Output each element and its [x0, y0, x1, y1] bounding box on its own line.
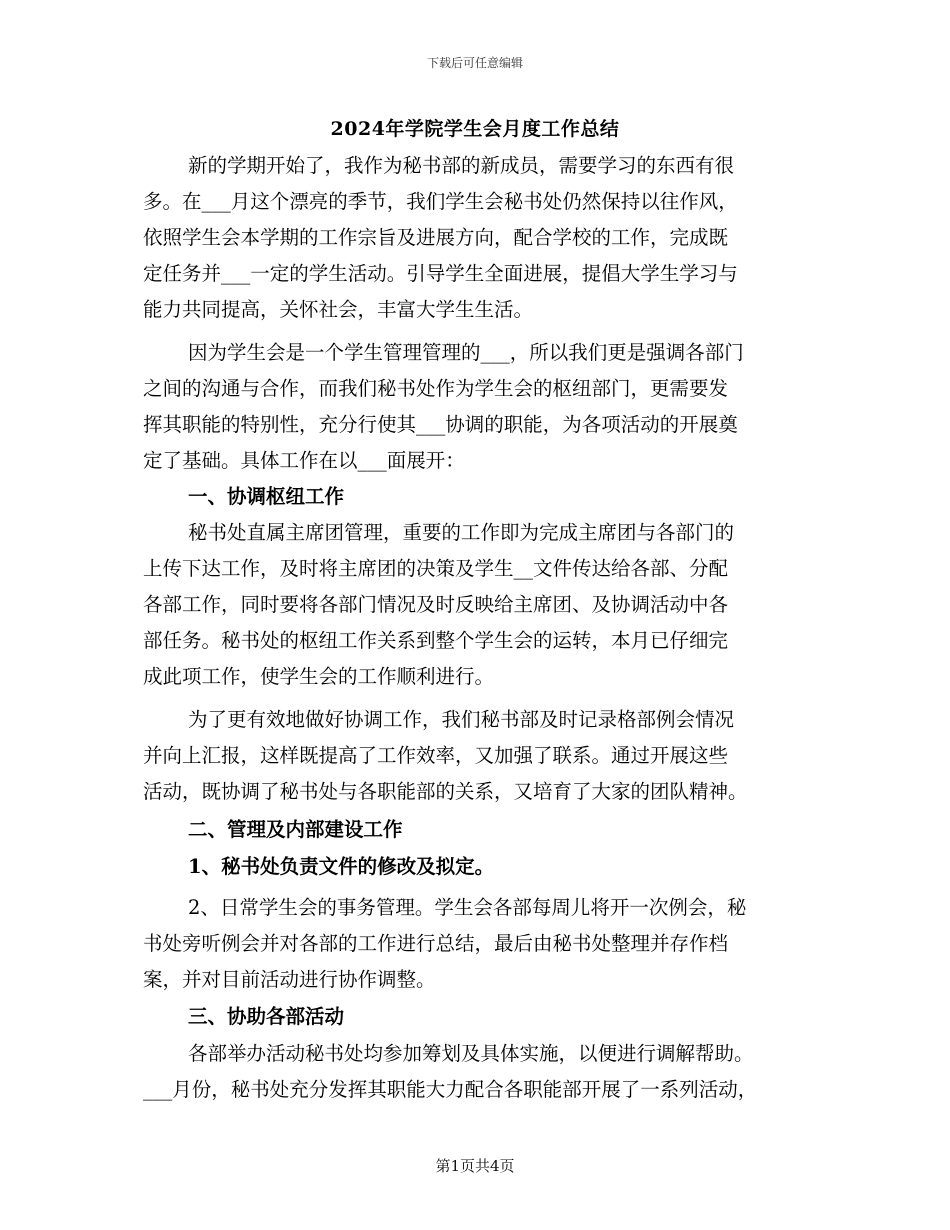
body-line: 依照学生会本学期的工作宗旨及进展方向，配合学校的工作，完成既: [143, 226, 729, 249]
body-line: 定了基础。具体工作在以___面展开：: [143, 449, 465, 472]
body-line: 能力共同提高，关怀社会，丰富大学生生活。: [143, 298, 534, 321]
body-line: 多。在___月这个漂亮的季节，我们学生会秘书处仍然保持以往作风，: [143, 190, 738, 213]
body-line: 上传下达工作，及时将主席团的决策及学生__文件传达给各部、分配: [143, 557, 729, 580]
document-title: 2024年学院学生会月度工作总结: [330, 118, 620, 140]
section-heading: 二、管理及内部建设工作: [188, 818, 403, 841]
body-line: 部任务。秘书处的枢纽工作关系到整个学生会的运转，本月已仔细完: [143, 629, 729, 652]
list-item-heading: 1、秘书处负责文件的修改及拟定。: [188, 855, 495, 878]
page-number: 第1页共4页: [435, 1157, 515, 1175]
body-line: 活动，既协调了秘书处与各职能部的关系，又培育了大家的团队精神。: [143, 780, 748, 803]
body-line: 新的学期开始了，我作为秘书部的新成员，需要学习的东西有很: [188, 154, 735, 177]
body-line: 为了更有效地做好协调工作，我们秘书部及时记录格部例会情况: [188, 708, 735, 731]
body-line: 案，并对目前活动进行协作调整。: [143, 968, 436, 991]
body-line: 挥其职能的特别性，充分行使其___协调的职能，为各项活动的开展奠: [143, 413, 738, 436]
section-heading: 一、协调枢纽工作: [188, 485, 345, 508]
body-line: 秘书处直属主席团管理，重要的工作即为完成主席团与各部门的: [188, 521, 735, 544]
body-line: 之间的沟通与合作，而我们秘书处作为学生会的枢纽部门，更需要发: [143, 377, 729, 400]
body-line: 各部举办活动秘书处均参加筹划及具体实施，以便进行调解帮助。: [188, 1042, 754, 1065]
body-line: 定任务并___一定的学生活动。引导学生全面进展，提倡大学生学习与: [143, 262, 738, 285]
body-line: 并向上汇报，这样既提高了工作效率，又加强了联系。通过开展这些: [143, 744, 729, 767]
body-line: ___月份，秘书处充分发挥其职能大力配合各职能部开展了一系列活动，: [143, 1078, 758, 1101]
body-line: 成此项工作，使学生会的工作顺利进行。: [143, 665, 495, 688]
section-heading: 三、协助各部活动: [188, 1005, 345, 1028]
body-line: 因为学生会是一个学生管理管理的___，所以我们更是强调各部门: [188, 341, 744, 364]
body-line: 2、日常学生会的事务管理。学生会各部每周儿将开一次例会，秘: [188, 896, 747, 919]
body-line: 书处旁听例会并对各部的工作进行总结，最后由秘书处整理并存作档: [143, 932, 729, 955]
body-line: 各部工作，同时要将各部门情况及时反映给主席团、及协调活动中各: [143, 593, 729, 616]
header-note: 下载后可任意编辑: [426, 56, 523, 70]
